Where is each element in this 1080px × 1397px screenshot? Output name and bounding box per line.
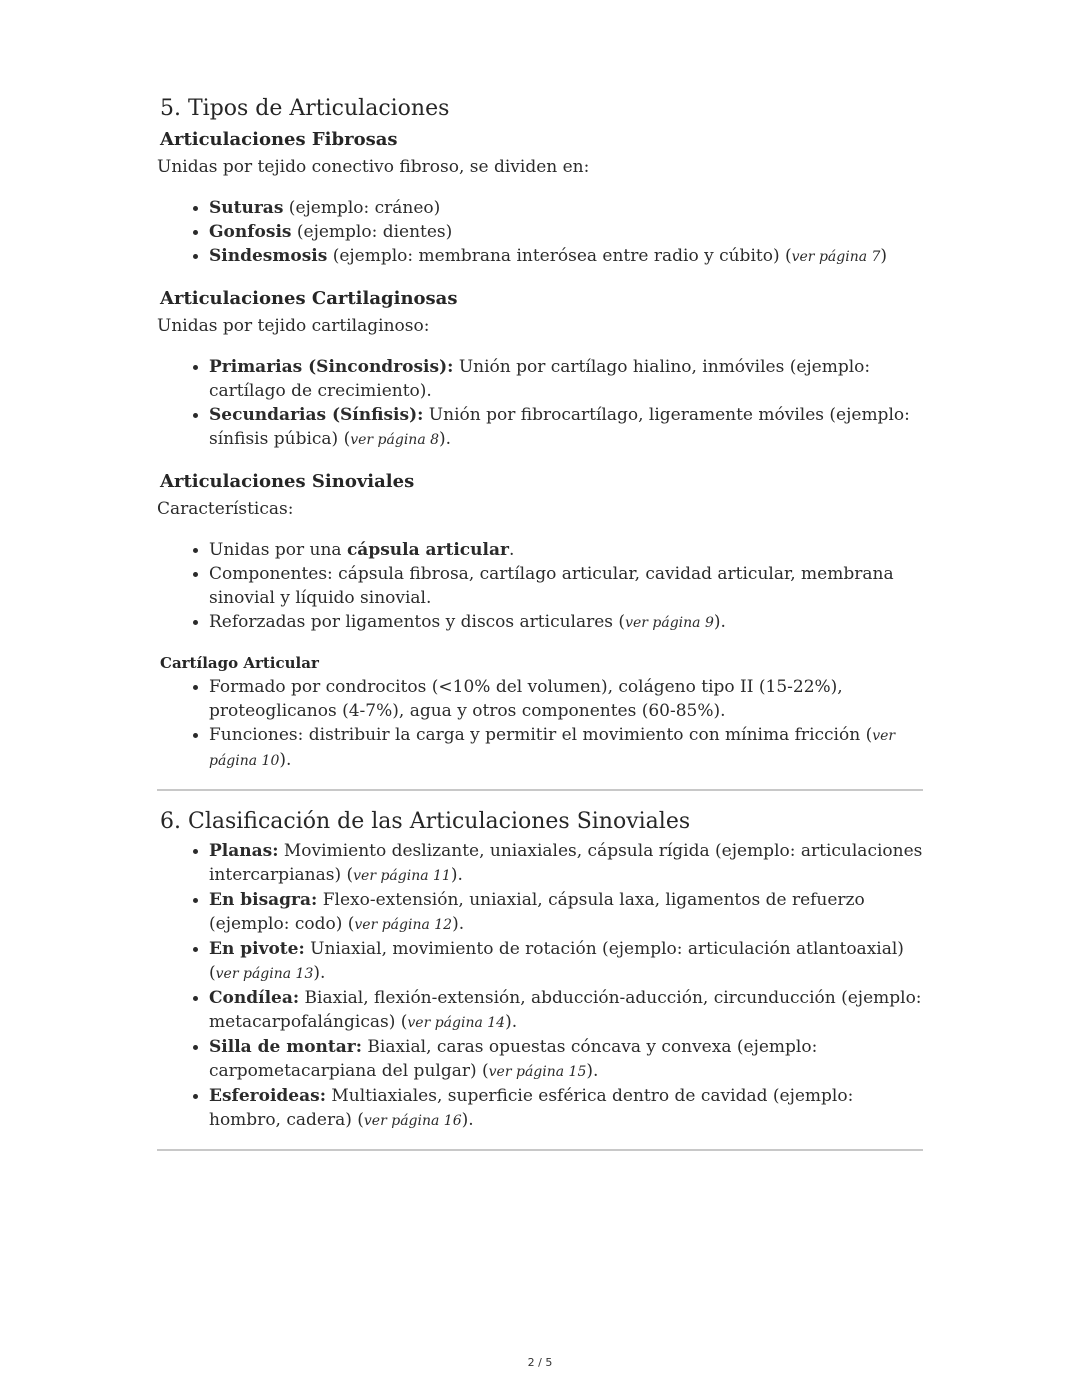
- page-reference-link[interactable]: ver página 10: [209, 728, 896, 769]
- list-item: [209, 610, 923, 635]
- section-6-title: 6. Clasificación de las Articulaciones Sinoviales: [160, 809, 691, 834]
- item-term: cápsula articular: [346, 540, 509, 560]
- item-text: (ejemplo: membrana interósea entre radio y cúbito) (: [327, 246, 792, 266]
- list-item: [209, 355, 923, 403]
- fibrosas-heading: Articulaciones Fibrosas: [160, 129, 398, 150]
- cartilago-list: [157, 675, 923, 773]
- list-item: [209, 986, 923, 1035]
- item-text: Unión por fibrocartílago, ligeramente móviles (ejemplo: sínfisis púbica) (: [209, 405, 910, 449]
- item-text: ).: [586, 1061, 599, 1081]
- page-reference-link[interactable]: ver página 8: [350, 432, 440, 448]
- list-item: [209, 244, 923, 269]
- item-text: ).: [461, 1110, 474, 1130]
- item-text: .: [508, 540, 515, 560]
- item-term: Condílea:: [209, 988, 300, 1008]
- item-term: En bisagra:: [209, 890, 318, 910]
- cartilaginosas-intro: Unidas por tejido cartilaginoso:: [157, 316, 430, 336]
- item-text: Unidas por una: [209, 540, 347, 560]
- list-item: [209, 1084, 923, 1133]
- page-reference-link[interactable]: ver página 14: [407, 1015, 506, 1031]
- item-text: ): [880, 246, 888, 266]
- sinoviales-intro: Características:: [157, 499, 294, 519]
- page-reference-link[interactable]: ver página 12: [354, 917, 453, 933]
- item-term: Primarias (Sincondrosis):: [209, 357, 454, 377]
- sinoviales-heading: Articulaciones Sinoviales: [160, 471, 415, 492]
- item-text: (ejemplo: cráneo): [283, 198, 441, 218]
- item-term: Esferoideas:: [209, 1086, 326, 1106]
- item-term: Secundarias (Sínfisis):: [209, 405, 424, 425]
- item-text: Biaxial, flexión-extensión, abducción-aducción, circunducción (ejemplo: metacarpofalángicas) (: [209, 988, 922, 1032]
- item-text: ).: [313, 963, 326, 983]
- item-text: Uniaxial, movimiento de rotación (ejemplo: articulación atlantoaxial) (: [209, 939, 904, 983]
- clasificacion-list: [157, 839, 923, 1133]
- page-reference-link[interactable]: ver página 16: [363, 1113, 462, 1129]
- cartilaginosas-list: [157, 355, 923, 452]
- section-divider: [157, 1149, 923, 1151]
- page-reference-link[interactable]: ver página 11: [353, 868, 451, 884]
- page-reference-link[interactable]: ver página 13: [215, 966, 314, 982]
- item-text: ).: [279, 750, 292, 770]
- sinoviales-list: [157, 538, 923, 635]
- page-reference-link[interactable]: ver página 7: [791, 249, 881, 265]
- item-text: Biaxial, caras opuestas cóncava y convexa (ejemplo: carpometacarpiana del pulgar) (: [209, 1037, 818, 1081]
- list-item: [209, 675, 923, 723]
- list-item: [209, 1035, 923, 1084]
- fibrosas-list: [157, 196, 923, 269]
- item-text: ).: [505, 1012, 518, 1032]
- item-text: Formado por condrocitos (<10% del volumen), colágeno tipo II (15-22%), proteoglicanos (4-7%), agua y otros componentes (60-85%).: [209, 677, 843, 721]
- item-term: En pivote:: [209, 939, 305, 959]
- list-item: [209, 888, 923, 937]
- item-text: ).: [450, 865, 463, 885]
- item-text: (ejemplo: dientes): [291, 222, 453, 242]
- list-item: [209, 562, 923, 610]
- section-5-title: 5. Tipos de Articulaciones: [160, 96, 450, 121]
- list-item: [209, 403, 923, 452]
- item-text: Unión por cartílago hialino, inmóviles (ejemplo: cartílago de crecimiento).: [209, 357, 871, 401]
- item-text: Flexo-extensión, uniaxial, cápsula laxa, ligamentos de refuerzo (ejemplo: codo) (: [209, 890, 865, 934]
- item-text: Reforzadas por ligamentos y discos articulares (: [209, 612, 626, 632]
- item-term: Gonfosis: [209, 222, 292, 242]
- item-term: Suturas: [209, 198, 284, 218]
- item-text: ).: [713, 612, 726, 632]
- item-text: ).: [439, 429, 452, 449]
- item-text: Componentes: cápsula fibrosa, cartílago articular, cavidad articular, membrana sinovial y líquido sinovial.: [209, 564, 894, 608]
- list-item: [209, 937, 923, 986]
- item-text: Movimiento deslizante, uniaxiales, cápsula rígida (ejemplo: articulaciones intercarpianas) (: [209, 841, 923, 885]
- list-item: [209, 538, 923, 562]
- page-reference-link[interactable]: ver página 15: [488, 1064, 587, 1080]
- item-term: Planas:: [209, 841, 279, 861]
- list-item: [209, 196, 923, 220]
- section-divider: [157, 789, 923, 791]
- document-page: [157, 92, 923, 1165]
- page-reference-link[interactable]: ver página 9: [625, 615, 714, 631]
- list-item: [209, 839, 923, 888]
- list-item: [209, 220, 923, 244]
- cartilago-heading: Cartílago Articular: [160, 654, 319, 672]
- item-text: Multiaxiales, superficie esférica dentro de cavidad (ejemplo: hombro, cadera) (: [209, 1086, 854, 1130]
- cartilaginosas-heading: Articulaciones Cartilaginosas: [160, 288, 458, 309]
- fibrosas-intro: Unidas por tejido conectivo fibroso, se dividen en:: [157, 157, 590, 177]
- list-item: [209, 723, 923, 773]
- item-term: Silla de montar:: [209, 1037, 362, 1057]
- item-text: ).: [452, 914, 465, 934]
- item-term: Sindesmosis: [209, 246, 328, 266]
- item-text: Funciones: distribuir la carga y permitir el movimiento con mínima fricción (: [209, 725, 873, 745]
- page-indicator: 2 / 5: [527, 1356, 553, 1369]
